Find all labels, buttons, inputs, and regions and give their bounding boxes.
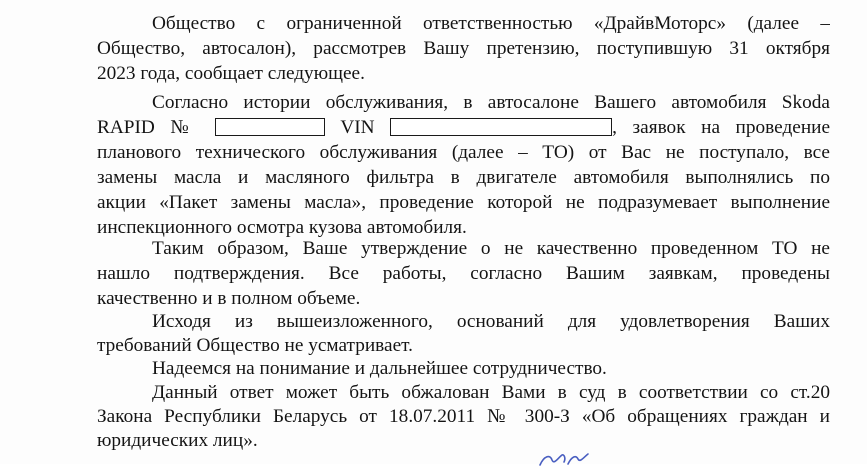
text-line: Таким образом, Ваше утверждение о не качественно проведенном ТО не: [152, 238, 830, 259]
text-line: требований Общество не усматривает.: [97, 335, 413, 356]
vehicle-model-label: RAPID №: [97, 117, 200, 138]
text-line: планового технического обслуживания (далее – ТО) от Вас не поступало, все: [97, 142, 830, 163]
vin-label: VIN: [340, 117, 375, 138]
text-fragment: , заявок на проведение: [612, 117, 830, 138]
text-line: Согласно истории обслуживания, в автосалоне Вашего автомобиля Skoda: [152, 92, 830, 113]
redacted-registration-number: [215, 118, 325, 136]
text-line: Данный ответ может быть обжалован Вами в суд в соответствии со ст.20: [152, 382, 830, 403]
text-line-redacted: [97, 116, 830, 140]
text-line: Закона Республики Беларусь от 18.07.2011 № 300-З «Об обращениях граждан и: [97, 406, 830, 427]
text-line: Общество с ограниченной ответственностью «ДрайвМоторс» (далее –: [152, 13, 830, 34]
text-line: юридических лиц».: [97, 430, 258, 451]
text-line: качественно и в полном объеме.: [97, 288, 361, 309]
redacted-vin-number: [390, 118, 612, 136]
text-line: нашло подтверждения. Все работы, согласно Вашим заявкам, проведены: [97, 263, 830, 284]
text-line: 2023 года, сообщает следующее.: [97, 63, 365, 84]
text-line: замены масла и масляного фильтра в двигателе автомобиля выполнялись по: [97, 167, 830, 188]
text-line: Надеемся на понимание и дальнейшее сотрудничество.: [152, 358, 607, 379]
text-line: инспекционного осмотра кузова автомобиля.: [97, 217, 467, 238]
text-line: акции «Пакет замены масла», проведение которой не подразумевает выполнение: [97, 192, 830, 213]
text-line: Общество, автосалон), рассмотрев Вашу претензию, поступившую 31 октября: [97, 38, 830, 59]
text-line: Исходя из вышеизложенного, оснований для удовлетворения Ваших: [152, 311, 830, 332]
